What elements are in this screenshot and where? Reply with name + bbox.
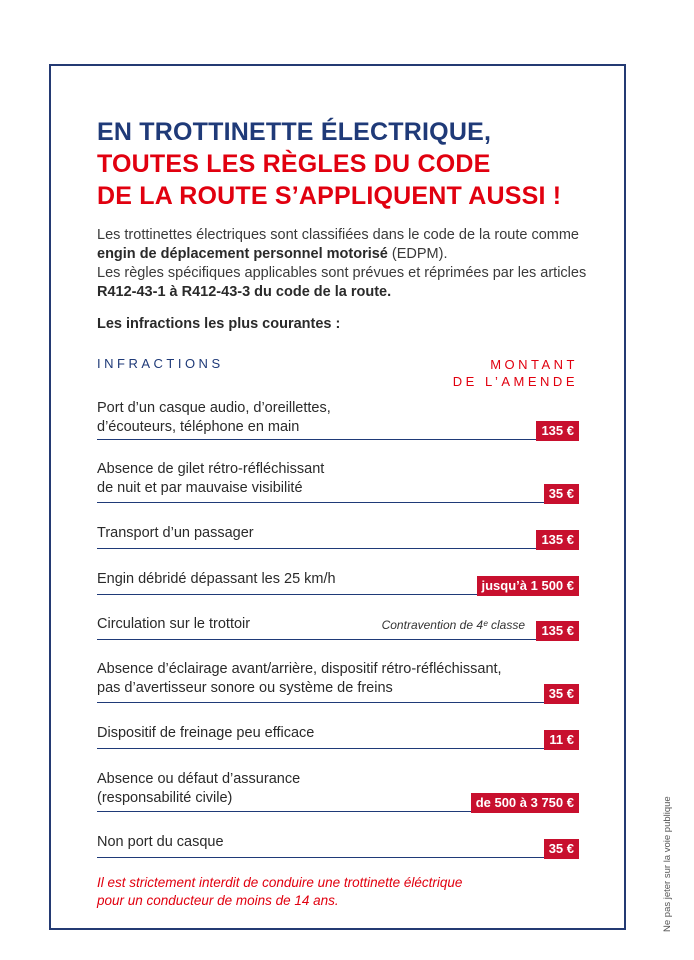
- column-header-infractions: INFRACTIONS: [97, 356, 224, 371]
- page-title: [97, 116, 561, 212]
- infraction-row: [97, 615, 579, 640]
- infraction-label-line-2: pas d’avertisseur sonore ou système de freins: [97, 680, 393, 696]
- intro-p1-bold: engin de déplacement personnel motorisé: [97, 246, 388, 262]
- infraction-label-line-2: (responsabilité civile): [97, 790, 233, 806]
- infraction-row: [97, 399, 579, 440]
- infraction-row: [97, 660, 579, 703]
- amount-badge: 135 €: [536, 621, 579, 641]
- infraction-row: [97, 770, 579, 812]
- infraction-row: [97, 524, 579, 549]
- infraction-row: [97, 724, 579, 749]
- intro-paragraph-2: [97, 264, 597, 302]
- title-line-3: DE LA ROUTE S’APPLIQUENT AUSSI !: [97, 182, 562, 210]
- infraction-label-line-1: Port d’un casque audio, d’oreillettes,: [97, 400, 331, 416]
- amount-badge: jusqu’à 1 500 €: [477, 576, 580, 596]
- intro-paragraph-1: [97, 226, 597, 264]
- infraction-label-line-2: de nuit et par mauvaise visibilité: [97, 480, 303, 496]
- column-header-amount: [453, 356, 578, 390]
- column-header-amount-line-1: MONTANT: [490, 357, 578, 372]
- side-note: Ne pas jeter sur la voie publique: [662, 796, 673, 932]
- age-warning-line-1: Il est strictement interdit de conduire une trottinette éléctrique: [97, 875, 463, 890]
- amount-badge: 11 €: [544, 730, 579, 750]
- infraction-label-line-1: Non port du casque: [97, 834, 224, 850]
- infraction-label-line-1: Absence d’éclairage avant/arrière, dispositif rétro-réfléchissant,: [97, 661, 502, 677]
- infraction-label-line-1: Dispositif de freinage peu efficace: [97, 725, 315, 741]
- age-warning: [97, 874, 462, 910]
- section-heading: Les infractions les plus courantes :: [97, 316, 341, 332]
- infraction-label-line-1: Absence ou défaut d’assurance: [97, 771, 301, 787]
- infraction-label-line-1: Circulation sur le trottoir: [97, 616, 251, 632]
- infraction-label-line-2: d’écouteurs, téléphone en main: [97, 419, 300, 435]
- title-line-1: EN TROTTINETTE ÉLECTRIQUE,: [97, 118, 492, 146]
- infraction-row: [97, 460, 579, 503]
- infraction-row: [97, 833, 579, 858]
- intro-p2-bold: R412-43-1 à R412-43-3 du code de la route.: [97, 284, 392, 300]
- infraction-note: Contravention de 4ᵉ classe: [381, 618, 525, 632]
- intro-text: [97, 226, 597, 302]
- amount-badge: 35 €: [544, 839, 579, 859]
- intro-p2-start: Les règles spécifiques applicables sont prévues et réprimées par les articles: [97, 265, 587, 281]
- infraction-row: [97, 570, 579, 595]
- infraction-label-line-1: Transport d’un passager: [97, 525, 254, 541]
- intro-p1-start: Les trottinettes électriques sont classifiées dans le code de la route comme: [97, 227, 579, 243]
- amount-badge: 135 €: [536, 421, 579, 441]
- infraction-label-line-1: Engin débridé dépassant les 25 km/h: [97, 571, 336, 587]
- amount-badge: 35 €: [544, 684, 579, 704]
- infraction-label-line-1: Absence de gilet rétro-réfléchissant: [97, 461, 325, 477]
- age-warning-line-2: pour un conducteur de moins de 14 ans.: [97, 893, 339, 908]
- amount-badge: 135 €: [536, 530, 579, 550]
- intro-p1-end: (EDPM).: [387, 246, 448, 262]
- amount-badge: de 500 à 3 750 €: [471, 793, 579, 813]
- column-header-amount-line-2: DE L’AMENDE: [452, 374, 578, 389]
- amount-badge: 35 €: [544, 484, 579, 504]
- title-line-2: TOUTES LES RÈGLES DU CODE: [97, 150, 491, 178]
